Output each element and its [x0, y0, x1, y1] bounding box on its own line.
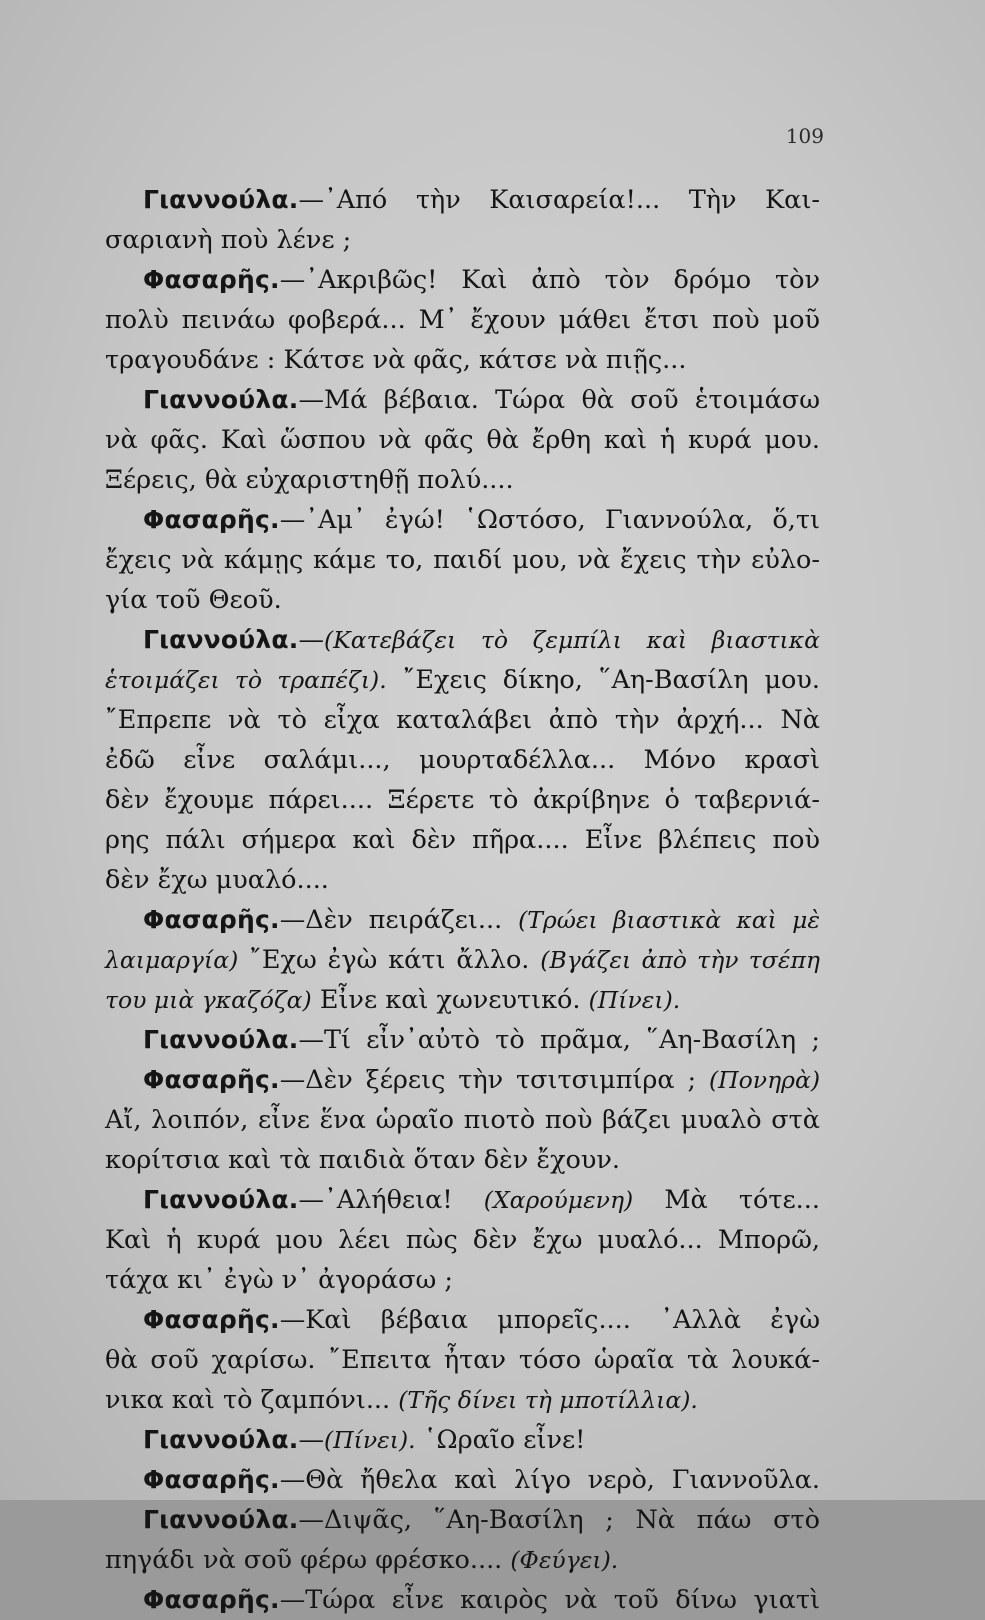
speaker-name: Φασαρῆς. — [143, 505, 280, 534]
text-line — [105, 1460, 820, 1500]
dialogue-text: Μὰ τότε... — [633, 1185, 820, 1215]
text-line — [105, 1380, 820, 1420]
text-line — [105, 1300, 820, 1340]
dialogue-text: Αἴ, λοιπόν, εἶνε ἕνα ὡραῖο πιοτὸ ποὺ βάζει μυαλὸ στὰ — [105, 1105, 820, 1135]
dialogue-text: ῾Ωραῖο εἶνε! — [415, 1425, 586, 1455]
text-line — [105, 580, 820, 620]
dialogue-text: — — [298, 1425, 324, 1455]
text-line — [105, 1100, 820, 1140]
text-line — [105, 180, 820, 220]
dialogue-text: σαριανὴ ποὺ λένε ; — [105, 225, 352, 255]
text-line — [105, 820, 820, 860]
speaker-name: Γιαννούλα. — [143, 185, 299, 214]
dialogue-text: —Θὰ ἤθελα καὶ λίγο νερὸ, Γιαννοῦλα. — [279, 1465, 820, 1495]
dialogue-text: κορίτσια καὶ τὰ παιδιὰ ὅταν δὲν ἔχουν. — [105, 1145, 620, 1175]
speaker-name: Γιαννούλα. — [143, 1425, 299, 1454]
dialogue-text: —Καὶ βέβαια μπορεῖς.... ᾿Αλλὰ ἐγὼ — [279, 1305, 820, 1335]
text-line — [105, 1140, 820, 1180]
stage-direction: (Τῆς δίνει τὴ μποτίλλια). — [398, 1386, 698, 1414]
dialogue-text: —᾿Ακριβῶς! Καὶ ἀπὸ τὸν δρόμο τὸν — [279, 265, 820, 295]
speaker-name: Γιαννούλα. — [143, 385, 299, 414]
dialogue-text: πολὺ πεινάω φοβερά... Μ᾿ ἔχουν μάθει ἔτσι ποὺ μοῦ — [105, 305, 820, 335]
text-line — [105, 900, 820, 940]
dialogue-text: γία τοῦ Θεοῦ. — [105, 585, 282, 615]
speaker-name: Γιαννούλα. — [143, 1025, 299, 1054]
text-line — [105, 260, 820, 300]
dialogue-text: ῎Εχεις δίκηο, ῞Αη-Βασίλη μου. — [386, 665, 820, 695]
text-line — [105, 540, 820, 580]
dialogue-text: ῎Επρεπε νὰ τὸ εἶχα καταλάβει ἀπὸ τὴν ἀρχή... Νὰ — [105, 705, 820, 735]
dialogue-text: πηγάδι νὰ σοῦ φέρω φρέσκο.... — [105, 1545, 511, 1575]
dialogue-text: —Μά βέβαια. Τώρα θὰ σοῦ ἑτοιμάσω — [298, 385, 820, 415]
text-line — [105, 620, 820, 660]
speaker-name: Φασαρῆς. — [143, 1305, 280, 1334]
speaker-name: Φασαρῆς. — [143, 265, 280, 294]
dialogue-text: νὰ φᾶς. Καὶ ὥσπου νὰ φᾶς θὰ ἔρθη καὶ ἡ κυρά μου. — [105, 425, 820, 455]
dialogue-text: δὲν ἔχω μυαλό.... — [105, 865, 329, 895]
speaker-name: Γιαννούλα. — [143, 625, 299, 654]
dialogue-text: —Διψᾶς, ῞Αη-Βασίλη ; Νὰ πάω στὸ — [298, 1505, 820, 1535]
text-line — [105, 1060, 820, 1100]
stage-direction: (Πίνει). — [323, 1426, 416, 1454]
dialogue-text: Καὶ ἡ κυρά μου λέει πὼς δὲν ἔχω μυαλό... Μπορῶ, — [105, 1225, 820, 1255]
stage-direction: (Πονηρὰ) — [708, 1066, 820, 1094]
text-line — [105, 1580, 820, 1620]
text-line — [105, 860, 820, 900]
text-line — [105, 740, 820, 780]
stage-direction: του μιὰ γκαζόζα) — [105, 986, 312, 1014]
stage-direction: λαιμαργία) — [105, 946, 239, 974]
dialogue-text: ἔχεις νὰ κάμῃς κάμε το, παιδί μου, νὰ ἔχεις τὴν εὐλο- — [105, 545, 820, 575]
text-line — [105, 1420, 820, 1460]
stage-direction: (Κατεβάζει τὸ ζεμπίλι καὶ βιαστικὰ — [323, 626, 820, 654]
text-line — [105, 1540, 820, 1580]
speaker-name: Φασαρῆς. — [143, 1465, 280, 1494]
dialogue-text: —᾿Αμ᾿ ἐγώ! ῾Ωστόσο, Γιαννούλα, ὅ,τι — [279, 505, 820, 535]
text-line — [105, 460, 820, 500]
stage-direction: (Πίνει). — [588, 986, 681, 1014]
text-line — [105, 1340, 820, 1380]
dialogue-text: τάχα κι᾿ ἐγὼ ν᾿ ἀγοράσω ; — [105, 1265, 453, 1295]
speaker-name: Φασαρῆς. — [143, 1585, 280, 1614]
dialogue-text: τραγουδάνε : Κάτσε νὰ φᾶς, κάτσε νὰ πιῇς... — [105, 345, 687, 375]
text-line — [105, 1500, 820, 1540]
text-line — [105, 340, 820, 380]
stage-direction: ἑτοιμάζει τὸ τραπέζι). — [105, 666, 387, 694]
speaker-name: Φασαρῆς. — [143, 1065, 280, 1094]
dialogue-text: —Τώρα εἶνε καιρὸς νὰ τοῦ δίνω γιατὶ — [279, 1585, 820, 1615]
stage-direction: (Χαρούμενη) — [483, 1186, 634, 1214]
dialogue-text: νικα καὶ τὸ ζαμπόνι... — [105, 1385, 399, 1415]
text-line — [105, 780, 820, 820]
text-line — [105, 380, 820, 420]
page-number: 109 — [785, 124, 824, 148]
dialogue-text: ρης πάλι σήμερα καὶ δὲν πῆρα.... Εἶνε βλέπεις ποὺ — [105, 825, 820, 855]
dialogue-text: —Δὲν πειράζει... — [279, 905, 519, 935]
speaker-name: Γιαννούλα. — [143, 1185, 299, 1214]
text-line — [105, 1260, 820, 1300]
dialogue-text: —᾿Από τὴν Καισαρεία!... Τὴν Και- — [298, 185, 820, 215]
text-line — [105, 420, 820, 460]
text-line — [105, 300, 820, 340]
dialogue-text: δὲν ἔχουμε πάρει.... Ξέρετε τὸ ἀκρίβηνε ὁ ταβερνιά- — [105, 785, 820, 815]
text-line — [105, 660, 820, 700]
dialogue-text: —᾿Αλήθεια! — [298, 1185, 484, 1215]
text-line — [105, 500, 820, 540]
speaker-name: Γιαννούλα. — [143, 1505, 299, 1534]
dialogue-text: θὰ σοῦ χαρίσω. ῎Επειτα ἦταν τόσο ὡραῖα τὰ λουκά- — [105, 1345, 820, 1375]
stage-direction: (Φεύγει). — [510, 1546, 619, 1574]
dialogue-text: ἐδῶ εἶνε σαλάμι..., μουρταδέλλα... Μόνο κρασὶ — [105, 745, 820, 775]
speaker-name: Φασαρῆς. — [143, 905, 280, 934]
stage-direction: (Βγάζει ἀπὸ τὴν τσέπη — [540, 946, 820, 974]
text-line — [105, 980, 820, 1020]
text-line — [105, 1220, 820, 1260]
text-line — [105, 940, 820, 980]
dialogue-text: ῎Εχω ἐγὼ κάτι ἄλλο. — [238, 945, 541, 975]
dialogue-text: —Δὲν ξέρεις τὴν τσιτσιμπίρα ; — [279, 1065, 709, 1095]
text-line — [105, 1020, 820, 1060]
dialogue-text: —Τί εἶν᾿αὐτὸ τὸ πρᾶμα, ῞Αη-Βασίλη ; — [298, 1025, 820, 1055]
stage-direction: (Τρώει βιαστικὰ καὶ μὲ — [518, 906, 820, 934]
text-line — [105, 1180, 820, 1220]
dialogue-text: Ξέρεις, θὰ εὐχαριστηθῇ πολύ.... — [105, 465, 514, 495]
text-line — [105, 220, 820, 260]
dialogue-text: — — [298, 625, 324, 655]
dialogue-text: Εἶνε καὶ χωνευτικό. — [311, 985, 589, 1015]
play-text — [105, 180, 820, 1620]
text-line — [105, 700, 820, 740]
